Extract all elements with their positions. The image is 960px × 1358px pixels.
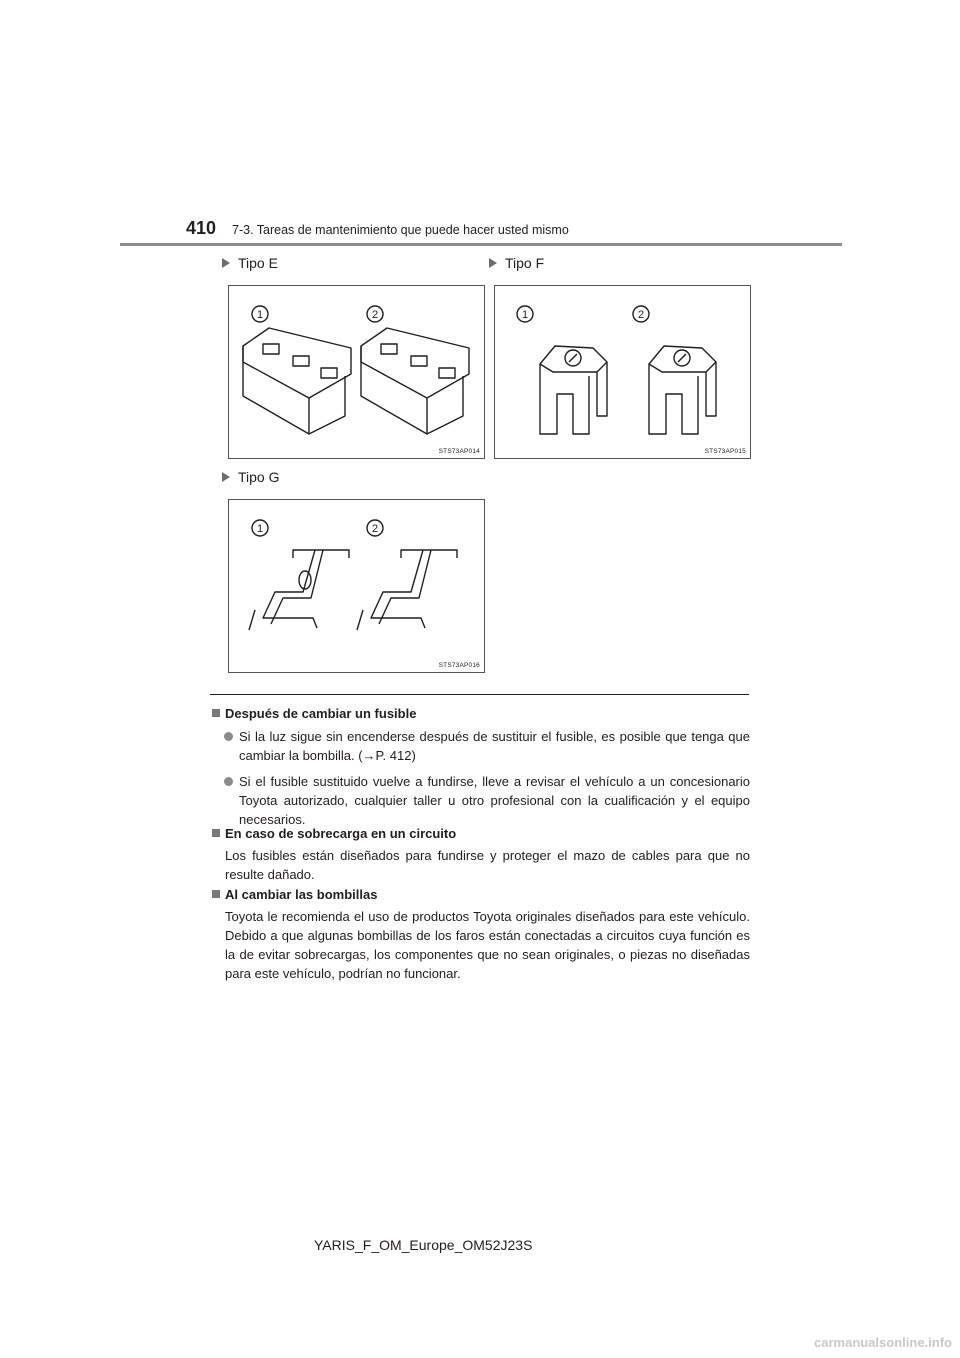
list-item bbox=[224, 772, 750, 829]
figure-e-title: Tipo E bbox=[238, 255, 278, 271]
fuse-type-e-illustration bbox=[229, 286, 486, 460]
paragraph: Toyota le recomienda el uso de productos Toyota originales diseñados para este vehículo. Debido a que algunas bombillas de los faros están conectadas a circuitos cuya función es la de evitar sobrecargas, los componentes que no sean originales, o piezas no diseñadas para este vehículo, podrían no funcionar. bbox=[225, 909, 750, 981]
marker-2: 2 bbox=[637, 309, 645, 321]
bullet-text: Si el fusible sustituido vuelve a fundirse, lleve a revisar el vehículo a un concesionario Toyota autorizado, cualquier taller u otro profesional con la cualificación y el equipo necesarios. bbox=[239, 774, 750, 827]
figure-g-label bbox=[222, 469, 280, 485]
header-rule bbox=[120, 243, 842, 246]
marker-1: 1 bbox=[256, 523, 264, 535]
figure-tipo-f bbox=[494, 285, 751, 459]
triangle-bullet-icon bbox=[489, 258, 497, 268]
footer-doc-id: YARIS_F_OM_Europe_OM52J23S bbox=[314, 1237, 533, 1253]
section-after-change bbox=[212, 704, 750, 829]
section-heading bbox=[212, 885, 750, 904]
marker-1: 1 bbox=[521, 309, 529, 321]
fuse-type-f-illustration bbox=[495, 286, 752, 460]
section-heading bbox=[212, 824, 750, 843]
figure-g-code: STS73AP016 bbox=[438, 662, 480, 669]
figure-e-label bbox=[222, 255, 278, 271]
section-bulbs bbox=[212, 885, 750, 983]
heading-text: En caso de sobrecarga en un circuito bbox=[225, 826, 457, 841]
heading-text: Al cambiar las bombillas bbox=[225, 887, 378, 902]
figure-f-title: Tipo F bbox=[505, 255, 545, 271]
marker-1: 1 bbox=[256, 309, 264, 321]
square-bullet-icon bbox=[212, 890, 220, 898]
section-divider bbox=[210, 694, 749, 695]
heading-text: Después de cambiar un fusible bbox=[225, 706, 417, 721]
section-overload bbox=[212, 824, 750, 884]
square-bullet-icon bbox=[212, 829, 220, 837]
figure-g-title: Tipo G bbox=[238, 469, 280, 485]
section-title: 7-3. Tareas de mantenimiento que puede hacer usted mismo bbox=[232, 223, 569, 237]
figure-tipo-e bbox=[228, 285, 485, 459]
figure-f-label bbox=[489, 255, 544, 271]
figure-e-code: STS73AP014 bbox=[438, 448, 480, 455]
marker-2: 2 bbox=[371, 523, 379, 535]
paragraph: Los fusibles están diseñados para fundirse y proteger el mazo de cables para que no resulte dañado. bbox=[225, 848, 750, 882]
page-number: 410 bbox=[186, 218, 217, 238]
fuse-type-g-illustration bbox=[229, 500, 486, 674]
triangle-bullet-icon bbox=[222, 472, 230, 482]
watermark: carmanualsonline.info bbox=[814, 1335, 952, 1350]
triangle-bullet-icon bbox=[222, 258, 230, 268]
bullet-text: Si la luz sigue sin encenderse después de sustituir el fusible, es posible que tenga que cambiar la bombilla. (→P. 412) bbox=[239, 729, 750, 763]
square-bullet-icon bbox=[212, 709, 220, 717]
section-heading bbox=[212, 704, 750, 723]
circle-bullet-icon bbox=[224, 732, 233, 741]
marker-2: 2 bbox=[371, 309, 379, 321]
circle-bullet-icon bbox=[224, 777, 233, 786]
figure-tipo-g bbox=[228, 499, 485, 673]
list-item bbox=[224, 727, 750, 765]
figure-f-code: STS73AP015 bbox=[704, 448, 746, 455]
